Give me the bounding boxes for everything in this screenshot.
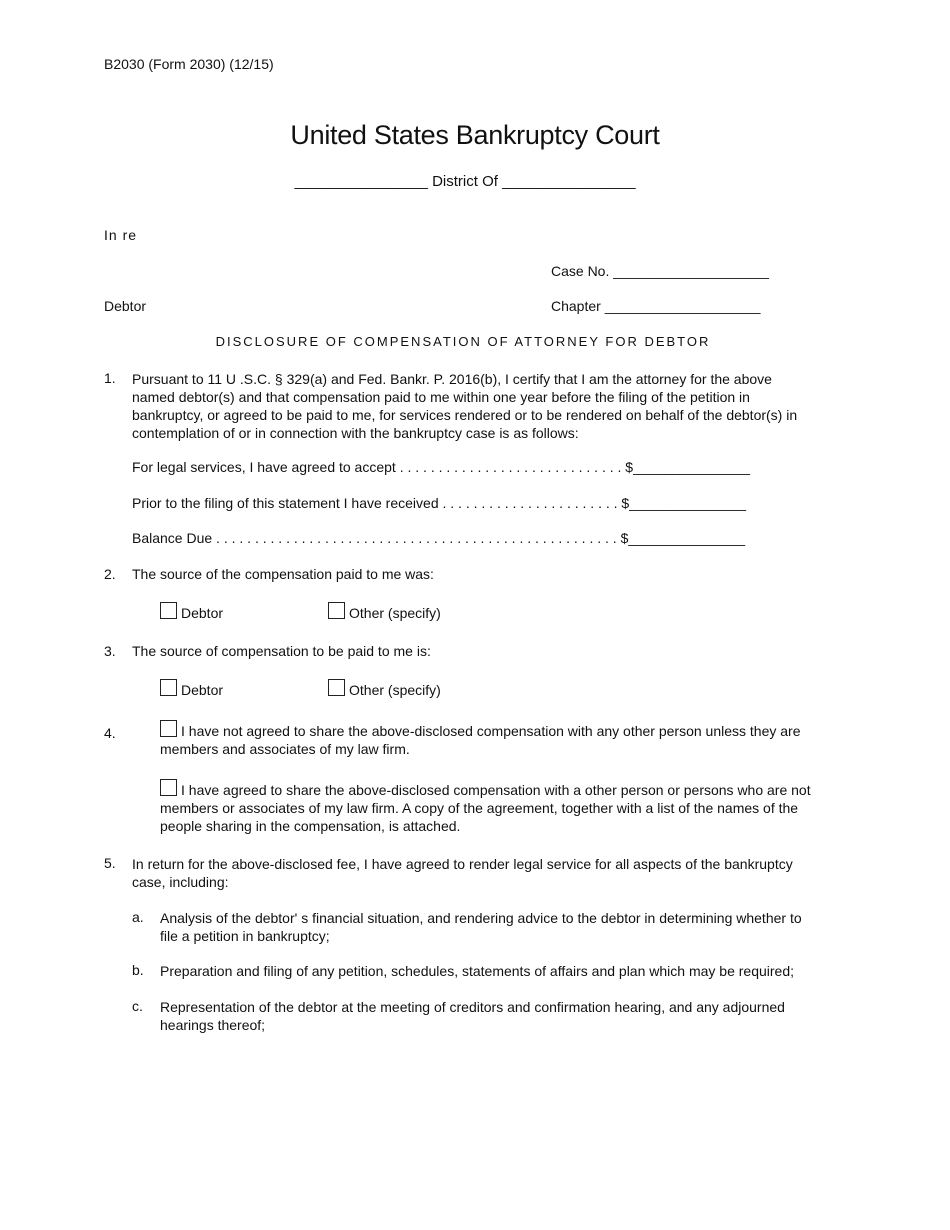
debtor-label: Debtor: [104, 298, 147, 314]
checkbox[interactable]: [160, 779, 177, 796]
item-5-text: In return for the above-disclosed fee, I have agreed to render legal service for all aspects of the bankruptcy case, including:: [132, 856, 793, 890]
item-5a-label: a.: [132, 909, 144, 925]
item-2-text: The source of the compensation paid to me was:: [132, 566, 434, 582]
district-line: ________________ District Of ________________: [294, 173, 636, 190]
option-text: I have not agreed to share the above-disclosed compensation with any other person unless they are members and associates of my law firm.: [160, 723, 801, 757]
option-label: Other (specify): [349, 682, 441, 698]
item-5a-text: Analysis of the debtor' s financial situation, and rendering advice to the debtor in determining whether to file a petition in bankruptcy;: [160, 910, 802, 944]
option-text: I have agreed to share the above-disclosed compensation with a other person or persons who are not members or associates of my law firm. A copy of the agreement, together with a list of the names of the people sharing in the compensation, is attached.: [160, 782, 811, 834]
case-number-field[interactable]: Case No. ____________________: [551, 263, 769, 279]
checkbox[interactable]: [160, 602, 177, 619]
chapter-field[interactable]: Chapter ____________________: [551, 298, 761, 314]
option-label: Other (specify): [349, 605, 441, 621]
item-3-number: 3.: [104, 643, 116, 659]
item-2-other-option[interactable]: [328, 602, 441, 621]
item-4-share-option[interactable]: [160, 779, 815, 835]
item-4-not-share-option[interactable]: [160, 720, 810, 758]
item-2-debtor-option[interactable]: [160, 602, 223, 621]
form-id: B2030 (Form 2030) (12/15): [104, 56, 274, 72]
item-2-number: 2.: [104, 566, 116, 582]
item-3-debtor-option[interactable]: [160, 679, 223, 698]
checkbox[interactable]: [328, 602, 345, 619]
item-3-other-option[interactable]: [328, 679, 441, 698]
item-1-number: 1.: [104, 370, 116, 386]
disclosure-heading: DISCLOSURE OF COMPENSATION OF ATTORNEY FOR DEBTOR: [215, 334, 711, 349]
fee-prior-received[interactable]: Prior to the filing of this statement I have received . . . . . . . . . . . . . . . . . . . . . . . $_______________: [132, 495, 746, 511]
checkbox[interactable]: [160, 720, 177, 737]
item-4-number: 4.: [104, 725, 116, 741]
checkbox[interactable]: [160, 679, 177, 696]
item-5b-label: b.: [132, 962, 144, 978]
item-5-number: 5.: [104, 855, 116, 871]
court-title: United States Bankruptcy Court: [290, 120, 660, 150]
checkbox[interactable]: [328, 679, 345, 696]
item-3-text: The source of compensation to be paid to me is:: [132, 643, 431, 659]
option-label: Debtor: [181, 605, 224, 621]
item-1-text: Pursuant to 11 U .S.C. § 329(a) and Fed. Bankr. P. 2016(b), I certify that I am the attorney for the above named debtor(s) and that compensation paid to me within one year before the filing of the petition in bankruptcy, or agreed to be paid to me, for services rendered or to be rendered on behalf of the debtor(s) in contemplation of or in connection with the bankruptcy case is as follows:: [132, 371, 798, 441]
in-re-label: In re: [104, 227, 138, 243]
fee-legal-services[interactable]: For legal services, I have agreed to accept . . . . . . . . . . . . . . . . . . . . . . . . . . . . . $_______________: [132, 459, 750, 475]
item-5c-label: c.: [132, 998, 143, 1014]
fee-balance-due[interactable]: Balance Due . . . . . . . . . . . . . . . . . . . . . . . . . . . . . . . . . . . . . . . . . . . . . . . . . . . . $_______________: [132, 530, 746, 546]
item-5b-text: Preparation and filing of any petition, schedules, statements of affairs and plan which may be required;: [160, 963, 795, 979]
item-5c-text: Representation of the debtor at the meeting of creditors and confirmation hearing, and any adjourned hearings thereof;: [160, 999, 785, 1033]
option-label: Debtor: [181, 682, 224, 698]
